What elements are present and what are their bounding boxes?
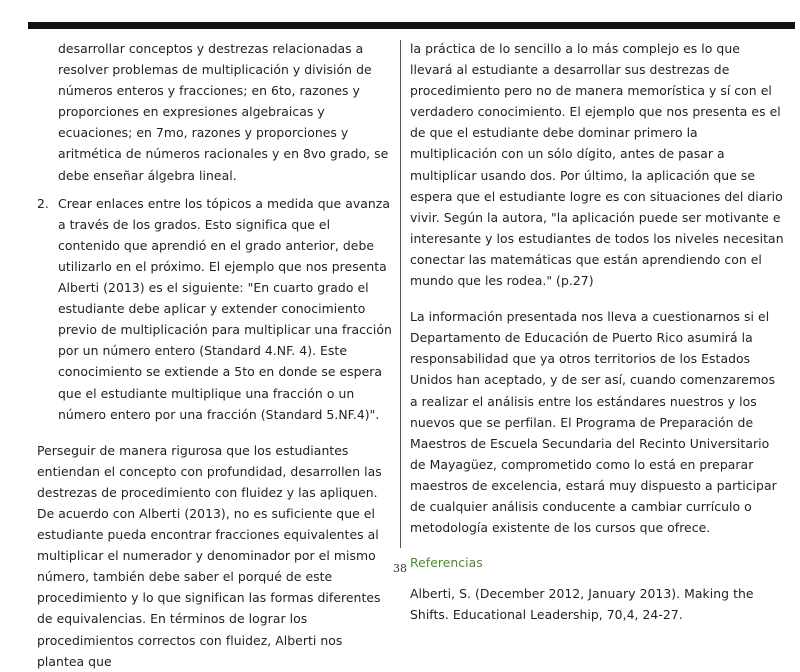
continuation-paragraph: desarrollar conceptos y destrezas relacionadas a resolver problemas de multiplicación y división de números enteros y fracciones; en 6to, razones y proporciones en expresiones algebraicas y ecuaciones; en 7mo, razones y proporciones y aritmética de números racionales y en 8vo grado, se debe enseñar álgebra lineal. [58,41,389,183]
left-column [37,38,392,672]
body-paragraph: La información presentada nos lleva a cuestionarnos si el Departamento de Educación de Puerto Rico asumirá la responsabilidad que ya otros territorios de los Estados Unidos han aceptado, y de ser así, cuando comenzaremos a realizar el análisis entre los estándares nuestros y los nuevos que se perfilan. El Programa de Preparación de Maestros de Escuela Secundaria del Recinto Universitario de Mayagüez, comprometido como lo está en preparar maestros de excelencia, estará muy dispuesto a participar de cualquier análisis conducente a cambiar currículo o metodología existente de los cursos que ofrece. [410,309,777,536]
list-item-text: Crear enlaces entre los tópicos a medida que avanza a través de los grados. Esto significa que el contenido que aprendió en el grado anterior, debe utilizarlo en el próximo. El ejemplo que nos presenta Alberti (2013) es el siguiente: "En cuarto grado el estudiante debe aplicar y extender conocimiento previo de multiplicación para multiplicar una fracción por un número entero (Standard 4.NF. 4). Este conocimiento se extiende a 5to en donde se espera que el estudiante multiplique una fracción o un número entero por una fracción (Standard 5.NF.4)". [58,195,392,422]
list-item-number: 2. [37,195,49,211]
right-column [410,38,786,625]
page-number: 38 [393,562,407,575]
reference-entry: Alberti, S. (December 2012, January 2013). Making the Shifts. Educational Leadership, 70,4, 24-27. [410,586,754,623]
continuation-paragraph: la práctica de lo sencillo a lo más complejo es lo que llevará al estudiante a desarrollar sus destrezas de procedimiento pero no de manera memorística y sí con el verdadero conocimiento. El ejemplo que nos presenta es el de que el estudiante debe dominar primero la multiplicación con un sólo dígito, antes de pasar a multiplicar usando dos. Por último, la aplicación que se espera que el estudiante logre es con situaciones del diario vivir. Según la autora, "la aplicación puede ser motivante e interesante y los estudiantes de todos los niveles necesitan conectar las matemáticas que están aprendiendo con el mundo que les rodea." (p.27) [410,41,784,289]
body-paragraph: Perseguir de manera rigurosa que los estudiantes entiendan el concepto con profundidad, desarrollen las destrezas de procedimiento con fluidez y las apliquen. De acuerdo con Alberti (2013), no es suficiente que el estudiante pueda encontrar fracciones equivalentes al multiplicar el numerador y denominador por el mismo número, también debe saber el porqué de este procedimiento y lo que significan las formas diferentes de equivalencias. En términos de lograr los procedimientos correctos con fluidez, Alberti nos plantea que [37,442,382,669]
list-item [37,193,392,425]
column-divider [400,40,401,548]
references-heading: Referencias [410,555,483,571]
header-rule [28,22,795,29]
